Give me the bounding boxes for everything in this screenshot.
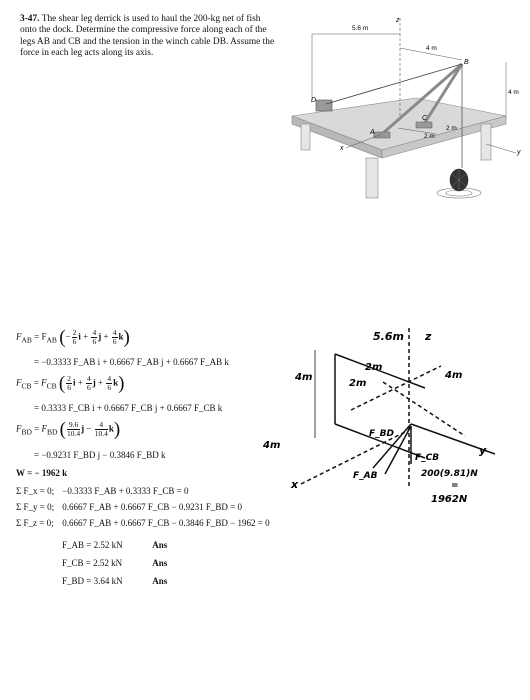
answer-fab-value: F_AB = 2.52 kN <box>62 540 123 550</box>
answer-fbd-value: F_BD = 3.64 kN <box>62 576 123 586</box>
fcb-frac1: $\frac{2}{6}$ <box>67 374 71 392</box>
fig1-dim-4m-right: 4 m <box>508 89 519 96</box>
problem-statement <box>20 14 275 60</box>
fig1-point-c: C <box>422 115 428 122</box>
eq-weight: W = − 1962 k <box>16 468 68 478</box>
fbd-weight-val: 1962N <box>431 494 468 505</box>
sum-x-eq: −0.3333 F_AB + 0.3333 F_CB = 0 <box>62 486 189 496</box>
sum-x-label: Σ F_x = 0; <box>16 486 55 496</box>
free-body-diagram <box>255 318 525 508</box>
problem-number: 3-47. <box>20 14 40 24</box>
sum-y-eq: 0.6667 F_AB + 0.6667 F_CB − 0.9231 F_BD = 0 <box>62 502 243 512</box>
fab-sub: AB <box>21 335 32 345</box>
fbd-f-bd: F_BD <box>369 429 394 439</box>
fcb-frac3: $\frac{4}{6}$ <box>107 374 112 392</box>
dock-figure <box>286 8 524 208</box>
eq-fab: $F_{AB} = F_{AB}$ (− $\frac{2}{6}$ i + $\frac{4}{6}$ j + $\frac{4}{6}$ k) <box>16 327 130 348</box>
fbd-y-label: y <box>479 444 487 457</box>
fbd-weight-eq2: = <box>451 481 459 491</box>
eq-fcb: $F_{CB} = F_{CB}$ ( $\frac{2}{6}$ i + $\frac{4}{6}$ j + $\frac{4}{6}$ k) <box>16 373 125 394</box>
fab-eq: = F <box>34 331 47 342</box>
answer-fab-tag: Ans <box>152 540 168 550</box>
fab-frac3: $\frac{4}{6}$ <box>112 328 117 346</box>
fbd-dim-4m-right: 4m <box>445 370 463 381</box>
sum-y-label: Σ F_y = 0; <box>16 502 55 512</box>
answer-fbd-tag: Ans <box>152 576 168 586</box>
answer-fcb-tag: Ans <box>152 558 168 568</box>
fbd-dim-4m-left: 4m <box>295 372 313 383</box>
eq-sum-y <box>16 502 242 513</box>
sum-z-eq: 0.6667 F_AB + 0.6667 F_CB − 0.3846 F_BD − 1962 = 0 <box>62 518 270 528</box>
fbd-dim-4m-bottom: 4m <box>263 440 281 451</box>
fig1-y-label: y <box>517 149 521 156</box>
fig1-dim-4m-top: 4 m <box>426 45 437 52</box>
answer-fcb-value: F_CB = 2.52 kN <box>62 558 123 568</box>
eq-fbd-line2: = −0.9231 F_BD j − 0.3846 F_BD k <box>34 450 166 460</box>
fcb-frac2: $\frac{4}{6}$ <box>87 374 91 392</box>
answer-fbd <box>62 576 167 587</box>
problem-text: The shear leg derrick is used to haul the 200-kg net of fish onto the dock. Determine the compressive force along each of the legs AB and CB and the tension in the winch cable DB. Assume the force in each leg acts along its axis. <box>20 14 275 59</box>
fbd-frac2: $\frac{4}{10.4}$ <box>94 420 108 438</box>
fig1-dim-2m-2: 2 m <box>446 125 457 132</box>
fig1-z-label: z <box>396 17 400 24</box>
fbd-f-cb: F_CB <box>415 453 440 463</box>
eq-sum-x <box>16 486 189 497</box>
fig1-point-a: A <box>370 129 375 136</box>
eq-fcb-line2: = 0.3333 F_CB i + 0.6667 F_CB j + 0.6667 F_CB k <box>34 403 223 413</box>
fab-frac2: $\frac{4}{6}$ <box>92 328 97 346</box>
eq-fab-line2: = −0.3333 F_AB i + 0.6667 F_AB j + 0.6667 F_AB k <box>34 357 229 367</box>
fbd-dim-56: 5.6m <box>373 330 404 343</box>
fig1-point-d: D <box>311 97 317 104</box>
fig1-x-label: x <box>340 145 344 152</box>
fig1-dim-2m-1: 2 m <box>424 133 435 140</box>
fbd-dim-2m-a: 2m <box>365 362 383 373</box>
fbd-frac1: $\frac{9.6}{10.4}$ <box>67 420 81 438</box>
fbd-x-label: x <box>291 478 299 491</box>
answer-fcb <box>62 558 167 569</box>
sum-z-label: Σ F_z = 0; <box>16 518 54 528</box>
fbd-weight-eq: 200(9.81)N <box>421 469 478 479</box>
fig1-dim-56: 5.6 m <box>352 25 369 32</box>
fab-lhs: F <box>16 331 22 342</box>
eq-sum-z <box>16 518 270 529</box>
fbd-dim-2m-b: 2m <box>349 378 367 389</box>
fig1-point-b: B <box>464 59 469 66</box>
fbd-z-label: z <box>425 330 432 343</box>
answer-fab <box>62 540 167 551</box>
fbd-f-ab: F_AB <box>353 471 378 481</box>
eq-fbd: $F_{BD} = F_{BD}$ ( $\frac{9.6}{10.4}$ j − $\frac{4}{10.4}$ k) <box>16 419 121 440</box>
fab-frac1: $\frac{2}{6}$ <box>72 328 77 346</box>
